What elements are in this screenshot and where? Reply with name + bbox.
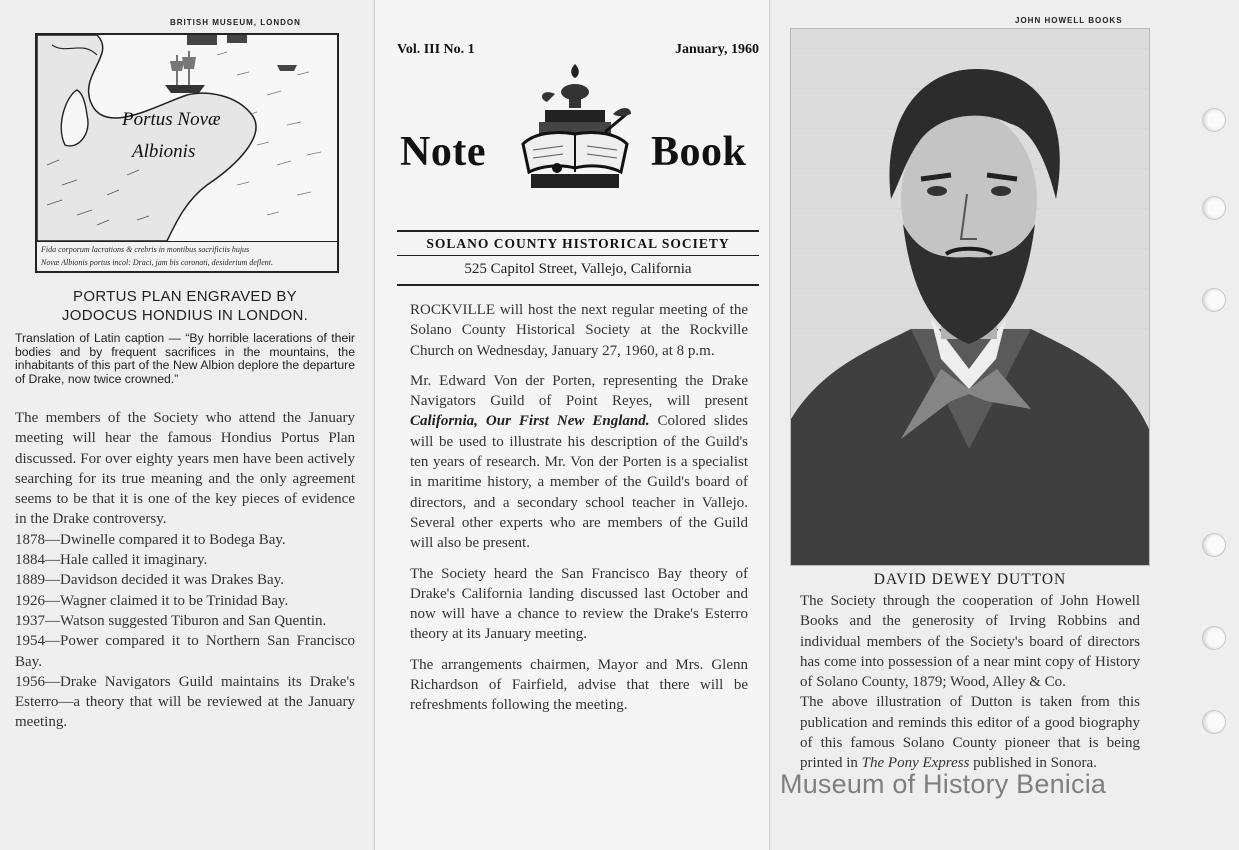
portrait-caption: DAVID DEWEY DUTTON: [873, 571, 1067, 588]
map-title-line-1: PORTUS PLAN ENGRAVED BY: [73, 288, 297, 305]
portus-plan-map: [35, 33, 339, 273]
map-label-2: Albionis: [132, 141, 196, 162]
acquisition-paragraph: The Society through the cooperation of John Howell Books and the generosity of Irving Robbins and individual members of the Society's board of directors has come into possession of a near mint copy of History of Solano County, 1879; Wood, Alley & Co.: [800, 593, 1140, 691]
right-body-text: [800, 591, 1140, 774]
left-body-text: [15, 408, 355, 733]
divider: [397, 284, 759, 286]
timeline-item: 1884—Hale called it imaginary.: [15, 552, 208, 569]
volume-number: Vol. III No. 1: [397, 42, 475, 57]
map-label-1: Portus Novæ: [122, 109, 221, 130]
speaker-paragraph: [410, 371, 748, 554]
map-caption-line-1: Fida corporum lacrations & crebris in montibus sacrificiis hujus: [41, 245, 250, 254]
punch-hole: [1202, 196, 1226, 220]
punch-hole: [1202, 108, 1226, 132]
map-caption: [37, 241, 337, 271]
portus-intro-paragraph: The members of the Society who attend the January meeting will hear the famous Hondius Portus Plan discussed. For over eighty years men have been actively searching for its true meaning and the only agreement seems to be that it is one of the key pieces of evidence in the Drake controversy.: [15, 410, 355, 528]
interpretation-timeline: [15, 530, 355, 733]
issue-date: January, 1960: [674, 42, 759, 57]
punch-hole: [1202, 626, 1226, 650]
punch-hole: [1202, 533, 1226, 557]
lamp-and-books-emblem-icon: [505, 52, 645, 212]
refreshments-paragraph: The arrangements chairmen, Mayor and Mrs. Glenn Richardson of Fairfield, advise that there will be refreshments following the meeting.: [410, 656, 748, 714]
map-engraving: [37, 35, 337, 241]
illustration-paragraph: [800, 692, 1140, 773]
speaker-text-b: Colored slides will be used to illustrate his description of the Guild's ten years of research. Mr. Von der Porten is a specialist in maritime history, a member of the Guild's board of directors, and a secondary school teacher in Vallejo. Several other experts who are members of the Guild will also be present.: [410, 413, 749, 552]
ship-icon: [165, 51, 205, 93]
punch-hole: [1202, 288, 1226, 312]
museum-watermark: Museum of History Benicia: [780, 769, 1107, 799]
portrait-credit: JOHN HOWELL BOOKS: [1015, 16, 1123, 25]
meeting-announcement: ROCKVILLE will host the next regular meeting of the Solano County Historical Society at the Rockville Church on Wednesday, January 27, 1960, at 8 p.m.: [410, 302, 748, 359]
timeline-item: 1954—Power compared it to Northern San Francisco Bay.: [15, 633, 355, 670]
portrait-engraving: [790, 28, 1150, 566]
map-title-line-2: JODOCUS HONDIUS IN LONDON.: [61, 307, 309, 324]
middle-panel: [374, 0, 770, 850]
talk-title: California, Our First New England.: [410, 413, 650, 430]
timeline-item: 1889—Davidson decided it was Drakes Bay.: [15, 572, 284, 589]
middle-body-text: [410, 300, 748, 726]
society-address: 525 Capitol Street, Vallejo, California: [464, 261, 692, 277]
timeline-item: 1937—Watson suggested Tiburon and San Quentin.: [15, 612, 327, 629]
timeline-item: 1926—Wagner claimed it to be Trinidad Bay.: [15, 592, 289, 609]
speaker-text-a: Mr. Edward Von der Porten, representing the Drake Navigators Guild of Point Reyes, will present: [410, 372, 748, 410]
title-note: Note: [400, 129, 486, 175]
latin-translation: Translation of Latin caption — “By horrible lacerations of their bodies and by frequent sacrifices in the mountains, the inhabitants of this part of the New Albion deplore the departure of Drake, now twice crowned.”: [15, 331, 355, 386]
illustration-text-b: published in Sonora.: [969, 755, 1097, 772]
map-title: [15, 287, 355, 325]
left-panel: [0, 0, 372, 850]
illustration-text-a: The above illustration of Dutton is taken from this publication and reminds this editor of a good biography of this famous Solano County pioneer that is being printed in: [800, 694, 1140, 772]
timeline-item: 1956—Drake Navigators Guild maintains its Drake's Esterro—a theory that will be reviewed at the January meeting.: [15, 673, 355, 731]
right-panel: [772, 0, 1239, 850]
map-credit: BRITISH MUSEUM, LONDON: [170, 18, 301, 27]
society-name: SOLANO COUNTY HISTORICAL SOCIETY: [426, 236, 730, 251]
prior-meeting-paragraph: The Society heard the San Francisco Bay theory of Drake's California landing discussed last October and now will have a chance to review the Drake's Esterro theory at its January meeting.: [410, 565, 748, 643]
map-caption-line-2: Novæ Albionis portus incol: Draci, jam bis coronati, desiderium deflent.: [41, 258, 273, 267]
portrait-image: [791, 29, 1149, 565]
title-book: Book: [651, 129, 747, 175]
publication-title: The Pony Express: [861, 755, 970, 772]
timeline-item: 1878—Dwinelle compared it to Bodega Bay.: [15, 531, 286, 548]
society-header: [397, 230, 759, 286]
punch-hole: [1202, 710, 1226, 734]
